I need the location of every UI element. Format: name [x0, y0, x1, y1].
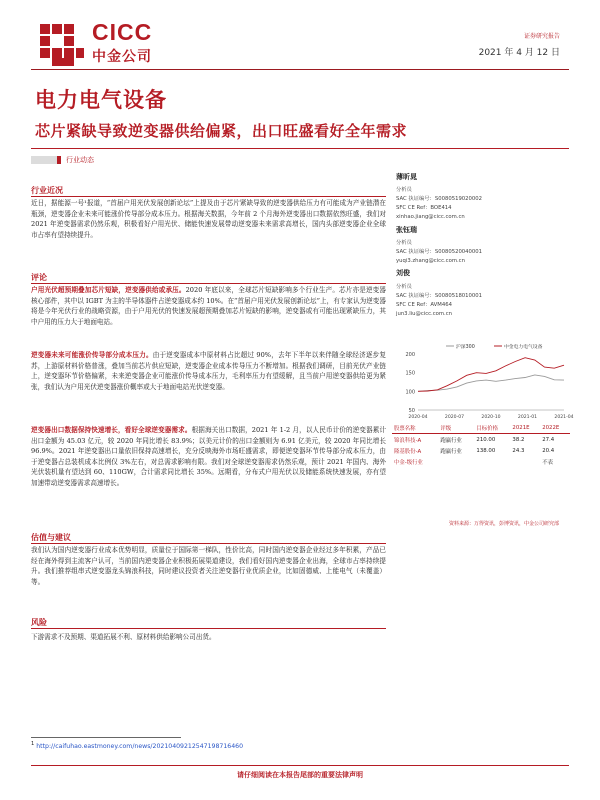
stock-name-cell: 锦浪科技-A [394, 437, 422, 444]
headline-divider [31, 148, 569, 149]
header-divider [31, 69, 569, 70]
pe-2021-cell: 24.3 [512, 447, 525, 454]
table-header-cell: 目标价格 [474, 422, 510, 434]
doc-type-accent [57, 156, 61, 164]
legend-label: 中金电力电气设备 [504, 345, 543, 350]
pe-2021-cell: 38.2 [512, 436, 525, 443]
logo-text-en: CICC [92, 19, 153, 45]
target-price-cell [474, 456, 510, 467]
section-title-recent: 行业近况 [31, 186, 63, 195]
y-tick-label: 200 [405, 352, 415, 358]
recent-paragraph: 近日，据能源一号¹报道，“首届户用光伏发展创新论坛”上提及由于芯片紧缺导致的逆变器供给压力有可能成为产业链潜在瓶颈，逆变器企业未来可能涨价传导部分成本压力。根据海关数据，今年前 2 个月海外逆变器出口数据依然旺盛，我们对 2021 年逆变器需求仍然乐观，积极看好户用光伏、储能快速发展带动逆变器未来需求高增长，国内头部逆变器企业全球市占率有望持续提升。 [31, 199, 386, 239]
section-title-valuation: 估值与建议 [31, 533, 71, 542]
y-tick-label: 100 [405, 389, 415, 396]
source-note: 资料来源：万得资讯，彭博资讯，中金公司研究部 [449, 521, 560, 527]
legend-label: 沪深300 [456, 345, 475, 350]
table-row [392, 445, 570, 456]
section-title-review: 评论 [31, 273, 47, 282]
footnote-marker: 1 [31, 741, 35, 747]
table-row [392, 456, 570, 467]
table-header-cell: 评级 [438, 422, 474, 434]
legal-notice: 请仔细阅读在本报告尾部的重要法律声明 [237, 771, 363, 779]
section-divider [31, 628, 386, 629]
analyst-sac: SAC 执证编号：S0080518010001 [396, 293, 483, 299]
analyst-name: 刘俊 [396, 269, 410, 277]
cicc-logo-icon [38, 22, 86, 68]
report-type-label: 证券研究报告 [523, 33, 560, 40]
risk-paragraph: 下游需求不及预期、渠道拓展不利、原材料供给影响公司出货。 [31, 633, 216, 641]
x-tick-label: 2021-04 [554, 415, 574, 420]
analyst-name: 张钰瑞 [396, 226, 417, 234]
review-p2-lead: 逆变器未来可能涨价传导部分成本压力。 [31, 351, 153, 359]
report-date: 2021 年 4 月 12 日 [478, 48, 560, 58]
doc-type-label: 行业动态 [66, 156, 94, 164]
rating-cell [438, 456, 474, 467]
y-tick-label: 150 [405, 370, 415, 377]
valuation-paragraph: 我们认为国内逆变器行业成本优势明显，质量位于国际第一梯队，性价比高，同时国内逆变器企业经过多年积累，产品已经在海外得到主流客户认可，当前国内逆变器企业积极拓展渠道建设，我们看好国内逆变器企业出海，全球市占率持续提升。我们推荐组串式逆变器龙头锦浪科技，同时建议投资者关注逆变器行业优质企业，比如固德威、上能电气（未覆盖）等。 [31, 546, 386, 586]
table-header-cell: 2021E [510, 422, 540, 434]
pe-2022-cell: 20.4 [542, 447, 555, 454]
table-header-row [392, 422, 570, 434]
section-divider [31, 196, 386, 197]
review-paragraph-3 [31, 425, 386, 489]
pe-2022-cell: 27.4 [542, 436, 555, 443]
sector-title: 电力电气设备 [35, 88, 167, 112]
report-headline: 芯片紧缺导致逆变器供给偏紧，出口旺盛看好全年需求 [35, 122, 408, 140]
chart-lines [418, 358, 564, 392]
section-divider [31, 283, 386, 284]
footnote [31, 741, 243, 750]
review-paragraph-1 [31, 285, 386, 327]
section-title-risk: 风险 [31, 618, 47, 627]
doc-type-marker [31, 156, 57, 164]
analyst-name: 薄昕晁 [396, 173, 417, 181]
pe-2022-cell: 不表 [542, 459, 553, 466]
analyst-sfc: SFC CE Ref：AVM464 [396, 302, 452, 308]
analyst-role: 分析员 [396, 284, 412, 290]
review-p2-body: 由于逆变器成本中原材料占比超过 90%，去年下半年以来伴随全球经济逐步复苏，上游原材料价格普涨，叠加当前芯片供应短缺，逆变器企业成本传导压力不断增加。根据我们调研，目前光伏产业链上，逆变器环节价格偏紧，未来逆变器企业可能涨价传导成本压力，毛利率压力有望缓解，且当前户用逆变器供给更为紧张，我们认为户用光伏逆变器涨价概率或大于地面电站光伏逆变器。 [31, 351, 386, 391]
x-tick-label: 2020-07 [444, 415, 465, 420]
logo-text-cn: 中金公司 [92, 49, 152, 65]
table-row [392, 434, 570, 446]
table-header-cell: 2022E [540, 422, 570, 434]
review-p3-lead: 逆变器出口数据保持快速增长，看好全球逆变器需求。 [31, 426, 192, 434]
stock-name-cell: 中金-级行业 [394, 459, 423, 466]
review-paragraph-2 [31, 350, 386, 392]
x-tick-label: 2020-04 [408, 415, 428, 420]
section-divider [31, 543, 386, 544]
rating-cell: 跑赢行业 [440, 437, 462, 444]
x-tick-label: 2020-10 [481, 415, 501, 420]
target-price-cell: 138.00 [476, 447, 496, 454]
analyst-sac: SAC 执证编号：S0080519020002 [396, 196, 483, 202]
footnote-link[interactable]: http://caifuhao.eastmoney.com/news/20210409212547198716460 [36, 743, 244, 751]
footnote-divider [31, 737, 181, 738]
review-p3-body: 根据海关出口数据，2021 年 1-2 月，以人民币计价的逆变器累计出口金额为 45.03 亿元，较 2020 年同比增长 83.9%；以美元计价的出口金额则为 6.91 亿美元，较 2020 年同比增长 96.9%。2021 年逆变器出口量依旧保持高速增长，充分反映海外市场旺盛需求，即便逆变器环节传导部分成本压力，由于逆变器占总装机成本比例仅 3%左右，对总需求影响有限。我们对全球逆变器需求仍然乐观，预计 2021 年国内、海外光伏装机量有望达到 60、110GW，合计需求同比增长 35%。远期看，分布式户用光伏以及储能系统快速发展，亦有望加速带动逆变器需求高速增长。 [31, 426, 387, 487]
target-price-cell: 210.00 [476, 436, 496, 443]
stock-name-cell: 隆基股份-A [394, 448, 422, 455]
analyst-email[interactable]: jun3.liu@cicc.com.cn [396, 311, 452, 317]
analyst-email[interactable]: xinhao.jiang@cicc.com.cn [396, 214, 465, 220]
analyst-role: 分析员 [396, 240, 412, 246]
analyst-sfc: SFC CE Ref：BOE414 [396, 205, 452, 211]
review-p1-body: 2020 年底以来，全球芯片短缺影响多个行业生产。芯片亦是逆变器核心部件，其中以 IGBT 为主的半导体器件占逆变器成本约 10%。在“首届户用光伏发展创新论坛”上，有专家认为逆变器将是今年光伏行业的战略资源，由于户用光伏的快速发展超预期叠加芯片短缺的影响，逆变器或有可能出现紧缺压力，其中户用的压力大于地面电站。 [31, 286, 386, 326]
analyst-email[interactable]: yuqi3.zhang@cicc.com.cn [396, 258, 465, 264]
series-line-1 [418, 358, 564, 392]
footer-divider [31, 765, 569, 766]
pe-2021-cell [510, 456, 540, 467]
rating-table [392, 422, 570, 467]
review-p1-lead: 户用光伏超预期叠加芯片短缺，逆变器供给或承压。 [31, 286, 186, 294]
rating-cell: 跑赢行业 [440, 448, 462, 455]
y-tick-label: 50 [408, 408, 415, 414]
table-header-cell: 股票名称 [392, 422, 438, 434]
x-tick-label: 2021-01 [517, 415, 538, 420]
chart-legend [446, 343, 543, 350]
analyst-sac: SAC 执证编号：S0080520040001 [396, 249, 483, 255]
analyst-role: 分析员 [396, 187, 412, 193]
